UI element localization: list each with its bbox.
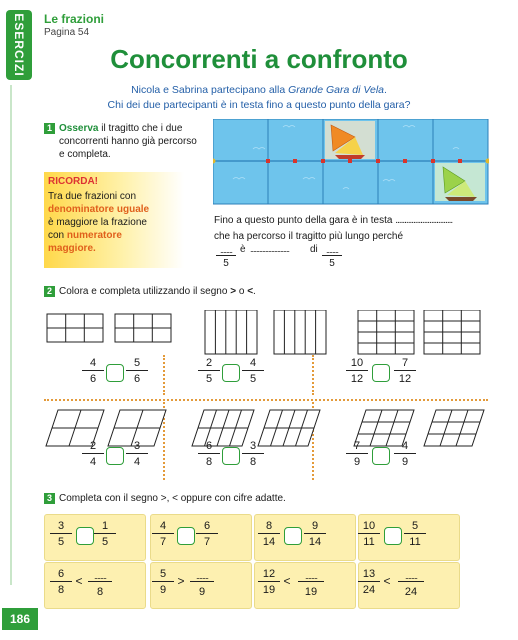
fraction: $\frac{6}{7}$	[196, 520, 218, 548]
comparison-sign: <	[383, 574, 391, 588]
fraction: $\frac{8}{14}$	[258, 520, 280, 548]
intro-line-1: Nicola e Sabrina partecipano alla Grande Gara di Vela.	[131, 84, 387, 96]
reminder-title: RICORDA!	[48, 176, 98, 187]
fraction: $\frac{2}{5}$	[198, 357, 220, 385]
fraction-denominator: 24	[404, 586, 418, 598]
page-number: 186	[2, 608, 38, 630]
exercise-number: 1	[44, 123, 55, 134]
fraction: $\frac{5}{6}$	[126, 357, 148, 385]
exercise-number: 2	[44, 286, 55, 297]
comparison-answer-box[interactable]	[372, 364, 390, 382]
comparison-answer-box[interactable]	[372, 447, 390, 465]
fraction: $\frac{10}{12}$	[346, 357, 368, 385]
answer-line-leader: Fino a questo punto della gara è in testa ................................	[214, 215, 453, 226]
fraction-denominator: 8	[96, 586, 104, 598]
comparison-sign: <	[283, 574, 291, 588]
fraction: $\frac{6}{8}$	[50, 568, 72, 596]
fraction: $\frac{4}{9}$	[394, 440, 416, 468]
fraction: $\frac{3}{8}$	[242, 440, 264, 468]
exercise-number: 3	[44, 493, 55, 504]
fraction: $\frac{5}{11}$	[404, 520, 426, 548]
fraction-denominator: 5	[329, 258, 335, 269]
divider	[163, 355, 165, 395]
answer-blank[interactable]: ........	[322, 245, 342, 256]
sailboat-sabrina	[435, 163, 485, 201]
fraction: $\frac{4}{5}$	[242, 357, 264, 385]
fraction: $\frac{13}{24}$	[358, 568, 380, 596]
numerator-blank[interactable]: ........	[298, 571, 324, 582]
sailboat-nicola	[325, 121, 375, 159]
reminder-text: Tra due frazioni con denominatore uguale è maggiore la frazione con numeratore maggiore.	[48, 191, 150, 254]
comparison-answer-box[interactable]	[106, 447, 124, 465]
divider	[44, 399, 488, 401]
race-course-illustration	[213, 119, 489, 205]
comparison-answer-box[interactable]	[284, 527, 302, 545]
comparison-answer-box[interactable]	[222, 447, 240, 465]
comparison-word: di	[310, 244, 318, 255]
numerator-blank[interactable]: ........	[88, 571, 112, 582]
fraction: $\frac{3}{4}$	[126, 440, 148, 468]
answer-blank[interactable]: ..........................	[250, 244, 290, 254]
fraction: $\frac{1}{5}$	[94, 520, 116, 548]
fraction: $\frac{10}{11}$	[358, 520, 380, 548]
numerator-blank[interactable]: ........	[398, 571, 424, 582]
comparison-answer-box[interactable]	[222, 364, 240, 382]
side-rule	[10, 85, 12, 585]
fraction: $\frac{3}{5}$	[50, 520, 72, 548]
fraction-denominator: 5	[223, 258, 229, 269]
comparison-answer-box[interactable]	[177, 527, 195, 545]
exercise-2-instruction: 2 Colora e completa utilizzando il segno > o <.	[44, 285, 256, 298]
comparison-answer-box[interactable]	[384, 527, 402, 545]
answer-blank[interactable]: ........	[216, 245, 236, 256]
fraction: $\frac{9}{14}$	[304, 520, 326, 548]
fraction-shapes-row-1	[44, 310, 488, 356]
comparison-sign: >	[177, 574, 185, 588]
exercise-1-instruction: 1 Osserva il tragitto che i due concorrenti hanno già percorso e completa.	[44, 122, 204, 161]
comparison-answer-box[interactable]	[76, 527, 94, 545]
section-tab: ESERCIZI	[6, 10, 32, 80]
exercise-3-instruction: 3 Completa con il segno >, < oppure con cifre adatte.	[44, 492, 286, 505]
fraction: $\frac{4}{7}$	[152, 520, 174, 548]
numerator-blank[interactable]: ........	[190, 571, 214, 582]
fraction: $\frac{5}{9}$	[152, 568, 174, 596]
fraction: $\frac{7}{9}$	[346, 440, 368, 468]
fraction: $\frac{4}{6}$	[82, 357, 104, 385]
fraction: $\frac{12}{19}$	[258, 568, 280, 596]
fraction-denominator: 9	[198, 586, 206, 598]
fraction-shapes-row-2	[44, 408, 488, 448]
page-title: Concorrenti a confronto	[110, 44, 408, 74]
answer-line-reason: che ha percorso il tragitto più lungo perché	[214, 231, 404, 242]
comparison-sign: <	[75, 574, 83, 588]
chapter-title: Le frazioni	[44, 12, 105, 26]
answer-blank[interactable]: ................................	[395, 215, 453, 226]
fraction-denominator: 19	[304, 586, 318, 598]
divider	[312, 355, 314, 395]
page-reference: Pagina 54	[44, 27, 90, 38]
intro-question: Chi dei due partecipanti è in testa fino a questo punto della gara?	[107, 99, 411, 111]
comparison-answer-box[interactable]	[106, 364, 124, 382]
fraction: $\frac{6}{8}$	[198, 440, 220, 468]
fraction: $\frac{2}{4}$	[82, 440, 104, 468]
comparison-word: è	[240, 244, 246, 255]
fraction: $\frac{7}{12}$	[394, 357, 416, 385]
